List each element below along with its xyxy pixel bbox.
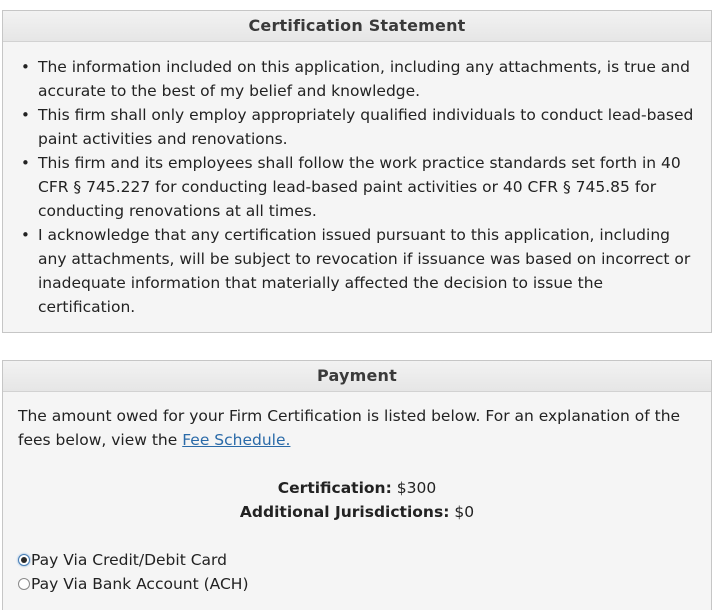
payment-title: Payment	[3, 361, 711, 392]
certification-fee-value: $300	[396, 479, 437, 497]
bullet-icon: •	[21, 106, 30, 124]
certification-statement-panel	[2, 10, 712, 333]
certification-item-text: This firm shall only employ appropriately qualified individuals to conduct lead-based paint activities and renovations.	[38, 106, 694, 148]
bullet-icon: •	[21, 154, 30, 172]
certification-fee-row	[3, 476, 711, 500]
pay-credit-card-option[interactable]	[18, 548, 227, 572]
certification-statement-title: Certification Statement	[3, 11, 711, 42]
payment-amounts	[3, 476, 711, 524]
jurisdictions-fee-value: $0	[454, 503, 475, 521]
certification-fee-label: Certification:	[277, 479, 392, 497]
pay-credit-card-radio[interactable]	[18, 554, 30, 566]
certification-item-text: The information included on this application, including any attachments, is true and accurate to the best of my belief and knowledge.	[38, 58, 690, 100]
radio-selected-dot	[21, 557, 27, 563]
jurisdictions-fee-label: Additional Jurisdictions:	[239, 503, 450, 521]
fee-schedule-link[interactable]: Fee Schedule.	[182, 431, 291, 449]
pay-credit-card-label[interactable]: Pay Via Credit/Debit Card	[31, 551, 227, 569]
list-item	[21, 103, 711, 151]
bullet-icon: •	[21, 58, 30, 76]
page-right-edge	[714, 0, 726, 594]
list-item	[21, 55, 711, 103]
payment-intro-text: The amount owed for your Firm Certification is listed below. For an explanation of the fees below, view the	[18, 407, 681, 449]
pay-ach-option[interactable]	[18, 572, 249, 596]
pay-ach-radio[interactable]	[18, 578, 30, 590]
list-item	[21, 223, 711, 319]
pay-ach-label[interactable]: Pay Via Bank Account (ACH)	[31, 575, 249, 593]
list-item	[21, 151, 711, 223]
certification-item-text: This firm and its employees shall follow the work practice standards set forth in 40 CFR § 745.227 for conducting lead-based paint activities or 40 CFR § 745.85 for conducting renovations at all times.	[38, 154, 681, 220]
certification-item-text: I acknowledge that any certification issued pursuant to this application, including any attachments, will be subject to revocation if issuance was based on incorrect or inadequate information that materially affected the decision to issue the certification.	[38, 226, 691, 316]
jurisdictions-fee-row	[3, 500, 711, 524]
payment-panel	[2, 360, 712, 610]
bullet-icon: •	[21, 226, 30, 244]
certification-statement-list	[3, 55, 711, 319]
payment-intro	[3, 392, 711, 452]
